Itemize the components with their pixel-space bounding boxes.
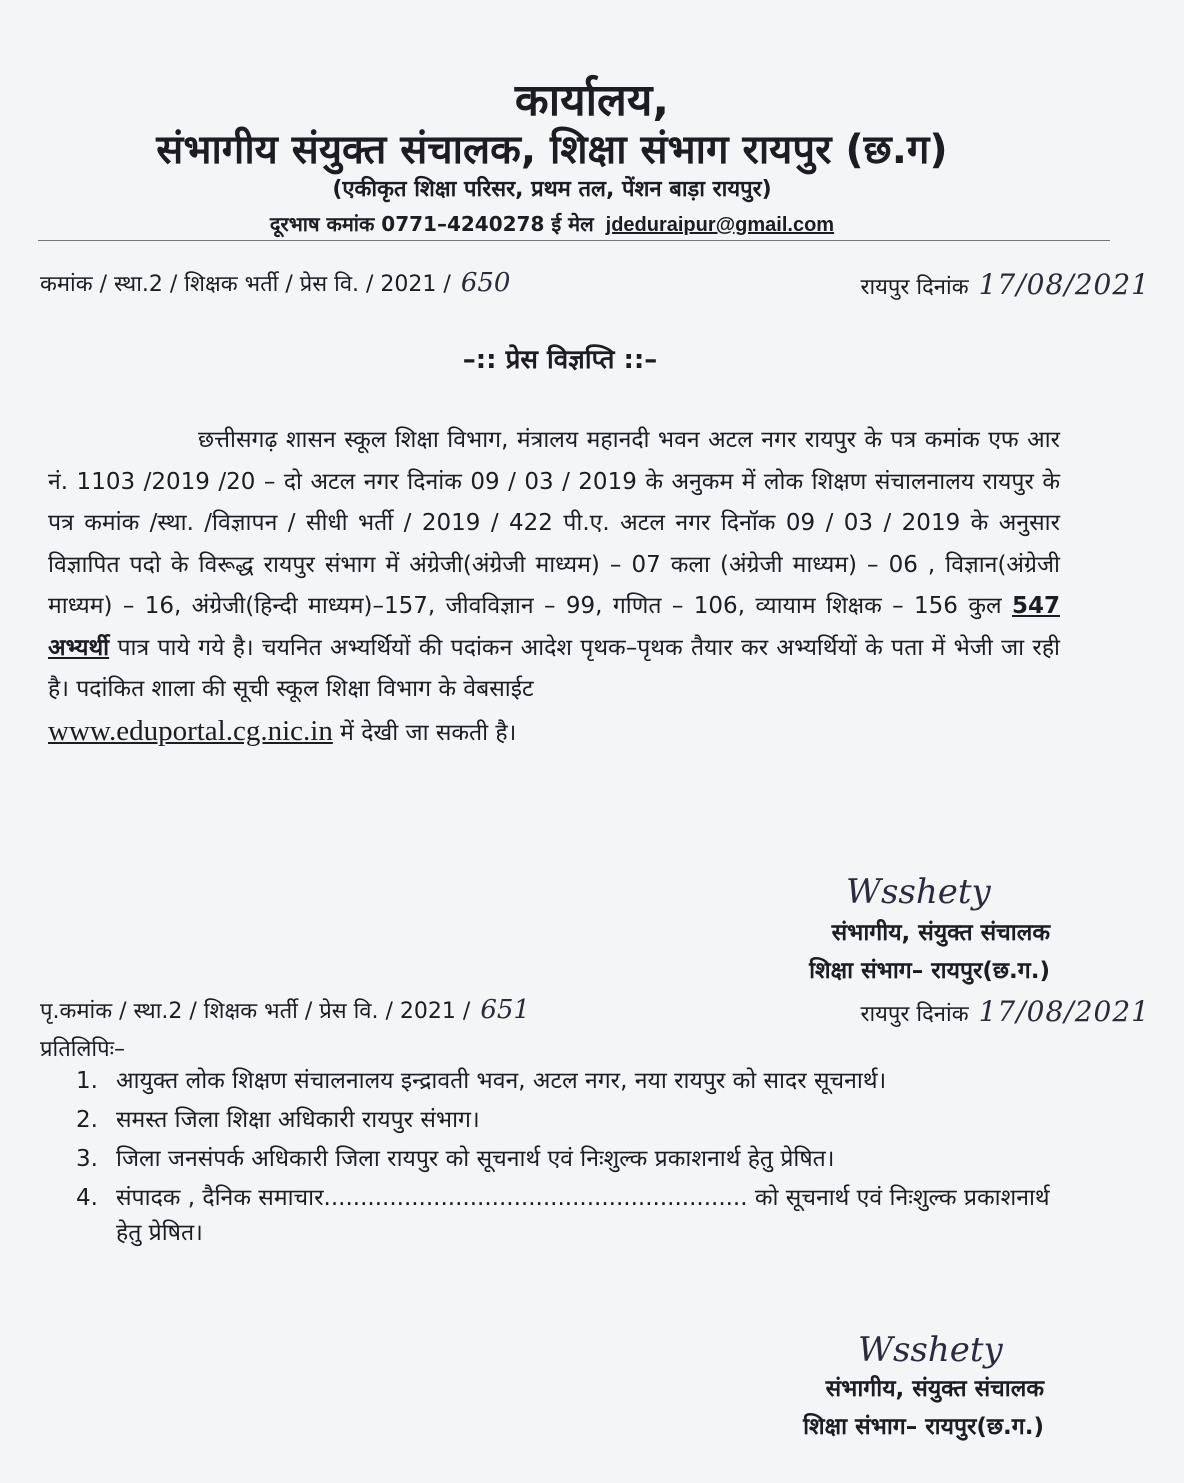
email-link[interactable]: jdeduraipur@gmail.com	[605, 214, 835, 236]
reference-number-handwritten: 650	[460, 268, 511, 298]
signatory-title-2: संभागीय, संयुक्त संचालक	[825, 1376, 1044, 1402]
list-item: 2. समस्त जिला शिक्षा अधिकारी रायपुर संभाग।	[76, 1107, 480, 1133]
copy-list	[76, 1064, 1066, 1255]
date-handwritten: 17/08/2021	[978, 268, 1150, 301]
copy-to-label: प्रतिलिपिः–	[40, 1037, 126, 1062]
copy-reference-number: पृ.कमांक / स्था.2 / शिक्षक भर्ती / प्रेस वि. / 2021 /	[40, 999, 471, 1024]
body-text-part1: छत्तीसगढ़ शासन स्कूल शिक्षा विभाग, मंत्रालय महानदी भवन अटल नगर रायपुर के पत्र कमांक एफ आर नं. 1103 /2019 /20 – दो अटल नगर दिनांक 09 / 03 / 2019 के अनुकम में लोक शिक्षण संचालनालय रायपुर के पत्र कमांक /स्था. /विज्ञापन / सीधी भर्ती / 2019 / 422 पी.ए. अटल नगर दिनॉक 09 / 03 / 2019 के अनुसार विज्ञापित पदो के विरूद्ध रायपुर संभाग में अंग्रेजी(अंग्रेजी माध्यम) – 07 कला (अंग्रेजी माध्यम) – 06 , विज्ञान(अंग्रेजी माध्यम) – 16, अंग्रेजी(हिन्दी माध्यम)–157, जीवविज्ञान – 99, गणित – 106, व्यायाम शिक्षक – 156 कुल	[48, 427, 1060, 619]
list-item: 4. संपादक , दैनिक समाचार.......................................................... को सूचनार्थ एवं निःशुल्क प्रकाशनार्थ हेतु प्रेषित।	[76, 1185, 1050, 1246]
header-divider	[38, 240, 1110, 241]
signature-block-2	[803, 1370, 1044, 1446]
address-line: (एकीकृत शिक्षा परिसर, प्रथम तल, पेंशन बाड़ा रायपुर)	[332, 177, 772, 202]
signatory-office-1: शिक्षा संभाग– रायपुर(छ.ग.)	[809, 958, 1050, 984]
contact-line	[0, 210, 1104, 237]
signature-mark-1: Wsshety	[846, 872, 991, 912]
date-label: रायपुर दिनांक	[860, 275, 969, 300]
body-text-part2: पात्र पाये गये है। चयनित अभ्यर्थियों की पदांकन आदेश पृथक–पृथक तैयार कर अभ्यर्थियों के पता में भेजी जा रही है। पदांकित शाला की सूची स्कूल शिक्षा विभाग के वेबसाईट	[48, 634, 1060, 702]
department-heading: संभागीय संयुक्त संचालक, शिक्षा संभाग रायपुर (छ.ग)	[156, 127, 948, 173]
signatory-office-2: शिक्षा संभाग– रायपुर(छ.ग.)	[803, 1414, 1044, 1440]
body-text-part3: में देखी जा सकती है।	[340, 719, 517, 746]
reference-number: कमांक / स्था.2 / शिक्षक भर्ती / प्रेस वि. / 2021 /	[40, 272, 451, 297]
body-paragraph	[48, 420, 1060, 754]
copy-date-handwritten: 17/08/2021	[978, 995, 1150, 1028]
reference-row	[40, 268, 1150, 301]
phone-text: दूरभाष कमांक 0771–4240278 ई मेल	[269, 212, 594, 236]
press-release-title: –:: प्रेस विज्ञप्ति ::–	[462, 345, 658, 375]
website-link[interactable]: www.eduportal.cg.nic.in	[48, 714, 333, 747]
copy-reference-date	[860, 995, 1150, 1028]
copy-date-label: रायपुर दिनांक	[860, 1002, 969, 1027]
signature-mark-2: Wsshety	[858, 1330, 1003, 1370]
copy-reference-row	[40, 995, 1150, 1028]
signatory-title-1: संभागीय, संयुक्त संचालक	[831, 920, 1050, 946]
copy-reference-number-handwritten: 651	[480, 995, 530, 1025]
reference-date	[860, 268, 1150, 301]
list-item: 1. आयुक्त लोक शिक्षण संचालनालय इन्द्रावती भवन, अटल नगर, नया रायपुर को सादर सूचनार्थ।	[76, 1068, 887, 1094]
total-candidates: 547 अभ्यर्थी	[48, 593, 1061, 661]
office-heading: कार्यालय,	[514, 75, 670, 126]
signature-block-1	[809, 914, 1050, 990]
list-item: 3. जिला जनसंपर्क अधिकारी जिला रायपुर को सूचनार्थ एवं निःशुल्क प्रकाशनार्थ हेतु प्रेषित।	[76, 1146, 835, 1172]
